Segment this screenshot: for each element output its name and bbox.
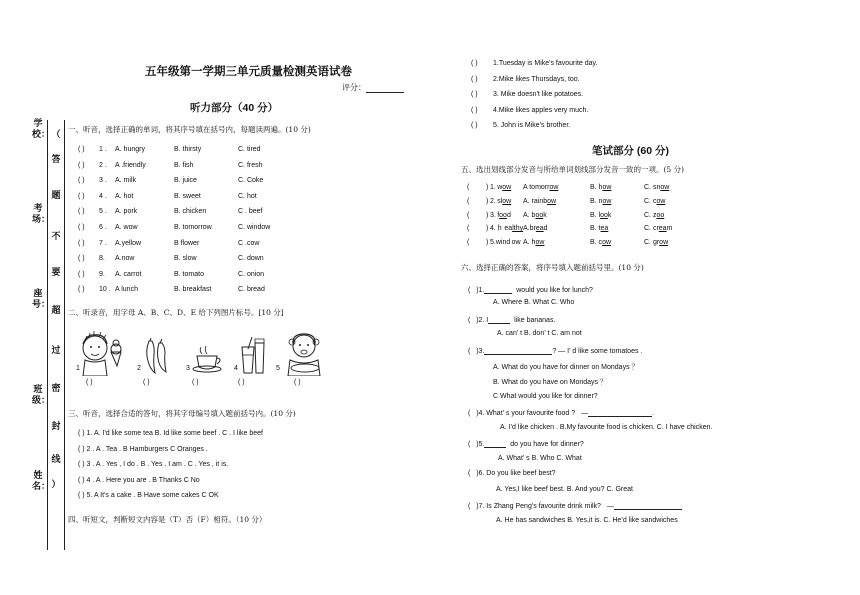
sound-option-b bbox=[590, 184, 611, 191]
sec1-option-c: C. tired bbox=[238, 146, 261, 153]
sound-given-word bbox=[497, 184, 511, 191]
sound-given-word-part: ea bbox=[504, 225, 513, 233]
sec1-option-b: B. sweet bbox=[174, 192, 201, 200]
sound-option-b-part: B. l bbox=[590, 211, 601, 219]
sound-option-a-part: A. rainb bbox=[523, 197, 548, 205]
sound-given-word bbox=[497, 212, 511, 219]
sound-given-word-part: ow bbox=[502, 197, 512, 205]
sound-option-b bbox=[590, 198, 611, 205]
sound-given-word-part: w bbox=[497, 184, 503, 191]
sec6-q7-options: A. He has sandwiches B. Yes,it is. C. He’d like sandwiches bbox=[496, 517, 678, 524]
sec1-option-a: A. hungry bbox=[115, 146, 145, 153]
sound-item-number: 4. h bbox=[490, 225, 502, 233]
sec1-option-c: C . beef bbox=[238, 208, 263, 216]
sound-option-c-part: ea bbox=[658, 225, 667, 233]
picture-number-4: 4 bbox=[234, 365, 238, 372]
sec1-option-b: B. slow bbox=[174, 255, 197, 263]
picture-number-3: 3 bbox=[186, 365, 190, 372]
binding-line-right bbox=[64, 120, 65, 550]
sound-option-b-part: oo bbox=[600, 211, 608, 219]
exam-room-field: 考场： bbox=[32, 203, 51, 224]
sound-option-a bbox=[523, 198, 556, 205]
sound-option-b-part: B. h bbox=[590, 184, 603, 191]
picture-answer-2[interactable]: ( ) bbox=[143, 379, 150, 386]
sound-given-word-part: lthy bbox=[512, 225, 524, 233]
sound-option-b bbox=[590, 239, 611, 246]
sec1-item-number: 10 . bbox=[99, 286, 111, 294]
sound-option-a-part: d bbox=[543, 225, 548, 233]
sound-option-b bbox=[590, 212, 611, 219]
name-field: 姓名： bbox=[32, 470, 51, 491]
sec1-item-number: 4 . bbox=[99, 192, 107, 200]
school-field: 学校： bbox=[32, 118, 51, 139]
tf-answer-bracket[interactable]: ( ) bbox=[471, 75, 478, 83]
sec1-option-c: C. window bbox=[238, 224, 271, 231]
sec1-item-number: 3 . bbox=[99, 177, 107, 185]
sound-bracket-right: ) bbox=[486, 197, 489, 205]
sec6-question-2: ( )2. I like bananas. bbox=[468, 317, 556, 324]
tf-answer-bracket[interactable]: ( ) bbox=[471, 91, 478, 98]
sound-option-c-part: C. sn bbox=[644, 184, 661, 191]
sec6-instruction: 六、选择正确的答案，将序号填入题前括号里。(10 分) bbox=[461, 263, 644, 272]
seat-number-field: 座号： bbox=[32, 288, 51, 309]
sec1-item-number: 6 . bbox=[99, 224, 107, 231]
q7-blank[interactable] bbox=[614, 501, 682, 510]
sound-given-word-part: sl bbox=[497, 197, 503, 205]
tf-statement: 1.Tuesday is Mike's favourite day. bbox=[493, 60, 598, 67]
sec1-answer-bracket[interactable]: ( ) bbox=[78, 286, 85, 294]
sound-given-word-part: d bbox=[506, 211, 511, 219]
sec1-instruction: 一、听音，选择正确的单词，将其序号填在括号内，每题读两遍。(10 分) bbox=[68, 125, 311, 134]
sound-bracket-left[interactable]: ( bbox=[467, 184, 470, 191]
sec1-answer-bracket[interactable]: ( ) bbox=[78, 161, 85, 169]
q4-blank[interactable] bbox=[588, 408, 652, 417]
sound-bracket-right: ) bbox=[486, 239, 489, 247]
sec1-answer-bracket[interactable]: ( ) bbox=[78, 146, 85, 153]
tf-answer-bracket[interactable]: ( ) bbox=[471, 122, 478, 129]
sound-option-b-part: ea bbox=[600, 225, 609, 233]
sec1-option-c: C. bread bbox=[238, 286, 265, 294]
tf-statement: 3. Mike doesn't like potatoes. bbox=[493, 91, 584, 98]
sec3-item-4: ( ) 4 . A . Here you are . B Thanks C No bbox=[78, 477, 200, 484]
tf-answer-bracket[interactable]: ( ) bbox=[471, 60, 478, 67]
sec6-q5-options: A. What’ s B. Who C. What bbox=[498, 455, 582, 462]
sound-option-a bbox=[523, 184, 558, 191]
tf-answer-bracket[interactable]: ( ) bbox=[471, 106, 478, 114]
sec1-option-a: A. hot bbox=[115, 192, 134, 200]
sound-option-c bbox=[644, 198, 665, 205]
sec1-item-number: 2 . bbox=[99, 161, 107, 169]
sound-option-a-part: ow bbox=[549, 184, 559, 191]
sound-option-b-part: B. t bbox=[590, 225, 601, 233]
sec1-item-number: 1 . bbox=[99, 146, 107, 153]
sound-given-word bbox=[497, 198, 511, 205]
sec1-option-a: A.now bbox=[115, 255, 135, 263]
sound-given-word-part: ow bbox=[502, 184, 512, 191]
sec1-option-b: B. juice bbox=[174, 177, 197, 185]
picture-number-2: 2 bbox=[137, 365, 141, 372]
sound-option-a-part: ea bbox=[535, 225, 544, 233]
sec1-option-a: A .friendly bbox=[115, 161, 146, 169]
sec1-option-b: B. fish bbox=[174, 161, 194, 169]
tf-statement: 2.Mike likes Thursdays, too. bbox=[493, 75, 580, 83]
sec6-q4-options: A. I’d like chicken . B.My favourite food is chicken. C. I have chicken. bbox=[500, 424, 713, 431]
peppers-picture bbox=[141, 337, 171, 375]
sound-option-c-part: C. c bbox=[644, 197, 657, 205]
sound-item-number: 3. bbox=[490, 211, 496, 219]
sec1-option-c: C. hot bbox=[238, 192, 257, 200]
sound-option-b-part: ow bbox=[602, 239, 612, 247]
drinks-picture bbox=[238, 335, 266, 375]
sound-given-word-part: oo bbox=[499, 211, 507, 219]
sound-option-b-part: ow bbox=[602, 197, 612, 205]
q1-blank[interactable] bbox=[484, 285, 512, 294]
written-heading: 笔试部分 (60 分) bbox=[592, 145, 670, 157]
sound-option-c-part: oo bbox=[656, 211, 665, 219]
sec3-item-3: ( ) 3 . A . Yes , I do . B . Yes . I am . C . Yes , it is. bbox=[78, 461, 229, 468]
score-blank[interactable] bbox=[366, 84, 404, 93]
sound-option-c bbox=[644, 239, 668, 246]
sound-option-a bbox=[523, 212, 547, 219]
picture-answer-4[interactable]: ( ) bbox=[238, 379, 245, 386]
sound-option-a-part: ow bbox=[535, 239, 545, 247]
sec1-option-b: B. tomato bbox=[174, 270, 204, 278]
tea-cup-picture bbox=[191, 345, 227, 373]
tf-statement: 4.Mike likes apples very much. bbox=[493, 106, 589, 114]
sec1-answer-bracket[interactable]: ( ) bbox=[78, 239, 85, 247]
score-row bbox=[342, 82, 404, 93]
sec5-instruction: 五、选出划线部分发音与所给单词划线部分发音一致的一项。(5 分) bbox=[461, 165, 685, 174]
sec1-answer-bracket[interactable]: ( ) bbox=[78, 270, 85, 278]
sound-option-c-part: C. z bbox=[644, 211, 657, 219]
sound-item-number: 2. bbox=[490, 197, 496, 205]
sound-bracket-left[interactable]: ( bbox=[467, 211, 470, 219]
sound-option-b-part: ow bbox=[602, 184, 612, 191]
sec1-item-number: 7 . bbox=[99, 239, 107, 247]
sec1-option-a: A. pork bbox=[115, 208, 138, 216]
picture-answer-1[interactable]: ( ) bbox=[86, 379, 93, 386]
sec6-question-3: ( )3. ? — I’ d like some tomatoes . bbox=[468, 348, 643, 355]
sound-option-a-part: k bbox=[543, 211, 547, 219]
sec1-option-a: A lunch bbox=[115, 286, 138, 294]
sec1-option-c: C. Coke bbox=[238, 177, 264, 185]
sec1-option-c: C. onion bbox=[238, 270, 265, 278]
sec1-option-c: C. down bbox=[238, 255, 264, 263]
sec6-q3-option-c: C What would you like for dinner? bbox=[493, 393, 598, 400]
sound-option-a-part: A. b bbox=[523, 211, 536, 219]
sound-option-c-part: m bbox=[666, 225, 673, 233]
q5-blank[interactable] bbox=[484, 439, 506, 448]
sec1-option-a: A.yellow bbox=[115, 239, 142, 247]
sound-option-c bbox=[644, 212, 664, 219]
sound-option-b bbox=[590, 225, 608, 232]
sec1-answer-bracket[interactable]: ( ) bbox=[78, 192, 85, 200]
sec6-q1-options: A. Where B. What C. Who bbox=[493, 299, 575, 306]
sound-given-word-part: f bbox=[497, 211, 500, 219]
girl-eating-picture bbox=[280, 330, 330, 376]
sec6-q2-options: A. can’ t B. don’ t C. am not bbox=[497, 330, 582, 337]
picture-answer-3[interactable]: ( ) bbox=[192, 379, 199, 386]
sound-option-b-part: k bbox=[607, 211, 612, 219]
sound-option-a bbox=[523, 239, 544, 246]
sound-item-number: 1. bbox=[490, 184, 496, 191]
sec1-answer-bracket[interactable]: ( ) bbox=[78, 224, 85, 231]
sound-option-c bbox=[644, 184, 669, 191]
sec6-question-5: ( )5. do you have for dinner? bbox=[468, 441, 584, 448]
sound-option-c-part: ow bbox=[660, 184, 670, 191]
sound-bracket-right: ) bbox=[486, 184, 489, 191]
sec1-answer-bracket[interactable]: ( ) bbox=[78, 208, 85, 216]
sec1-item-number: 9. bbox=[99, 270, 105, 278]
sound-option-a-part: A. h bbox=[523, 239, 536, 247]
sec1-option-c: C .cow bbox=[238, 239, 260, 247]
sound-option-a-part: oo bbox=[535, 211, 544, 219]
exam-title: 五年级第一学期三单元质量检测英语试卷 bbox=[145, 66, 352, 78]
sound-given-word bbox=[512, 239, 521, 246]
sound-given-word bbox=[504, 225, 523, 232]
sound-option-b-part: B. n bbox=[590, 197, 603, 205]
score-label: 评分： bbox=[342, 83, 366, 92]
sec3-item-5: ( ) 5. A It's a cake . B Have some cakes C OK bbox=[78, 492, 219, 499]
class-field: 班级： bbox=[32, 384, 51, 405]
sound-bracket-right: ) bbox=[486, 211, 489, 219]
sec1-item-number: 8. bbox=[99, 255, 105, 263]
sound-option-a-part: A tomorr bbox=[523, 184, 550, 191]
sec1-option-b: B. thirsty bbox=[174, 146, 202, 153]
listening-heading: 听力部分（40 分） bbox=[190, 102, 279, 114]
sec1-option-a: A. carrot bbox=[115, 270, 142, 278]
boy-ice-cream-picture bbox=[73, 330, 128, 376]
q2-blank[interactable] bbox=[488, 315, 510, 324]
sound-option-a-part: A.br bbox=[523, 225, 536, 233]
picture-number-5: 5 bbox=[276, 365, 280, 372]
sec1-option-b: B flower bbox=[174, 239, 200, 247]
sound-option-c-part: ow bbox=[659, 239, 669, 247]
tf-statement: 5. John is Mike's brother. bbox=[493, 122, 571, 129]
sec6-question-7: ( )7. Is Zhang Peng’s favourite drink milk? — bbox=[468, 501, 682, 510]
sound-bracket-right: ) bbox=[486, 225, 489, 233]
sec1-option-b: B. breakfast bbox=[174, 286, 212, 294]
picture-answer-5[interactable]: ( ) bbox=[294, 379, 301, 386]
sec3-item-2: ( ) 2 . A . Tea . B Hamburgers C Oranges . bbox=[78, 446, 208, 453]
sound-bracket-left[interactable]: ( bbox=[467, 239, 470, 247]
sec1-option-c: C. fresh bbox=[238, 161, 263, 169]
sec6-q6-options: A. Yes,I like beef best. B. And you? C. Great bbox=[496, 486, 633, 493]
sound-bracket-left[interactable]: ( bbox=[467, 197, 470, 205]
sec1-option-a: A. wow bbox=[115, 224, 138, 231]
sec6-q3-option-a: A. What do you have for dinner on Mondays ？ bbox=[493, 364, 639, 371]
sound-option-c bbox=[644, 225, 672, 232]
sec1-option-b: B. chicken bbox=[174, 208, 207, 216]
sec1-answer-bracket[interactable]: ( ) bbox=[78, 177, 85, 185]
picture-number-1: 1 bbox=[76, 365, 80, 372]
sound-bracket-left[interactable]: ( bbox=[467, 225, 470, 233]
sound-item-number: 5.wind bbox=[490, 239, 511, 247]
sec6-question-6: ( )6. Do you like beef best? bbox=[468, 470, 556, 477]
sound-option-c-part: ow bbox=[656, 197, 666, 205]
sound-option-b-part: B. c bbox=[590, 239, 603, 247]
sound-option-c-part: C. cr bbox=[644, 225, 659, 233]
sec4-instruction: 四、听短文，判断短文内容是（T）否（F）相符。（10 分） bbox=[68, 515, 267, 524]
sec1-answer-bracket[interactable]: ( ) bbox=[78, 255, 85, 263]
sound-option-a-part: ow bbox=[547, 197, 557, 205]
sec6-question-1: ( )1. would you like for lunch? bbox=[468, 287, 593, 294]
sec3-instruction: 三、听音，选择合适的答句，将其字母编号填入题前括号内。(10 分) bbox=[68, 409, 296, 418]
sec6-q3-option-b: B. What do you have on Mondays ？ bbox=[493, 379, 608, 386]
sec1-option-a: A. milk bbox=[115, 177, 136, 185]
sound-option-a bbox=[523, 225, 548, 232]
q3-blank[interactable] bbox=[484, 346, 552, 355]
sec3-item-1: ( ) 1. A. I'd like some tea B. Id like some beef . C . I like beef bbox=[78, 430, 263, 437]
sec1-item-number: 5 . bbox=[99, 208, 107, 216]
sound-option-c-part: C. gr bbox=[644, 239, 660, 247]
sec6-question-4: ( )4. What’ s your favourite food ? — . bbox=[468, 410, 654, 417]
sec1-option-b: B. tomorrow bbox=[174, 224, 212, 231]
sound-given-word-part: ow bbox=[511, 239, 521, 247]
sec2-instruction: 二、听录音，用字母 A、B、C、D、E 给下列图片标号。[10 分] bbox=[68, 308, 284, 317]
